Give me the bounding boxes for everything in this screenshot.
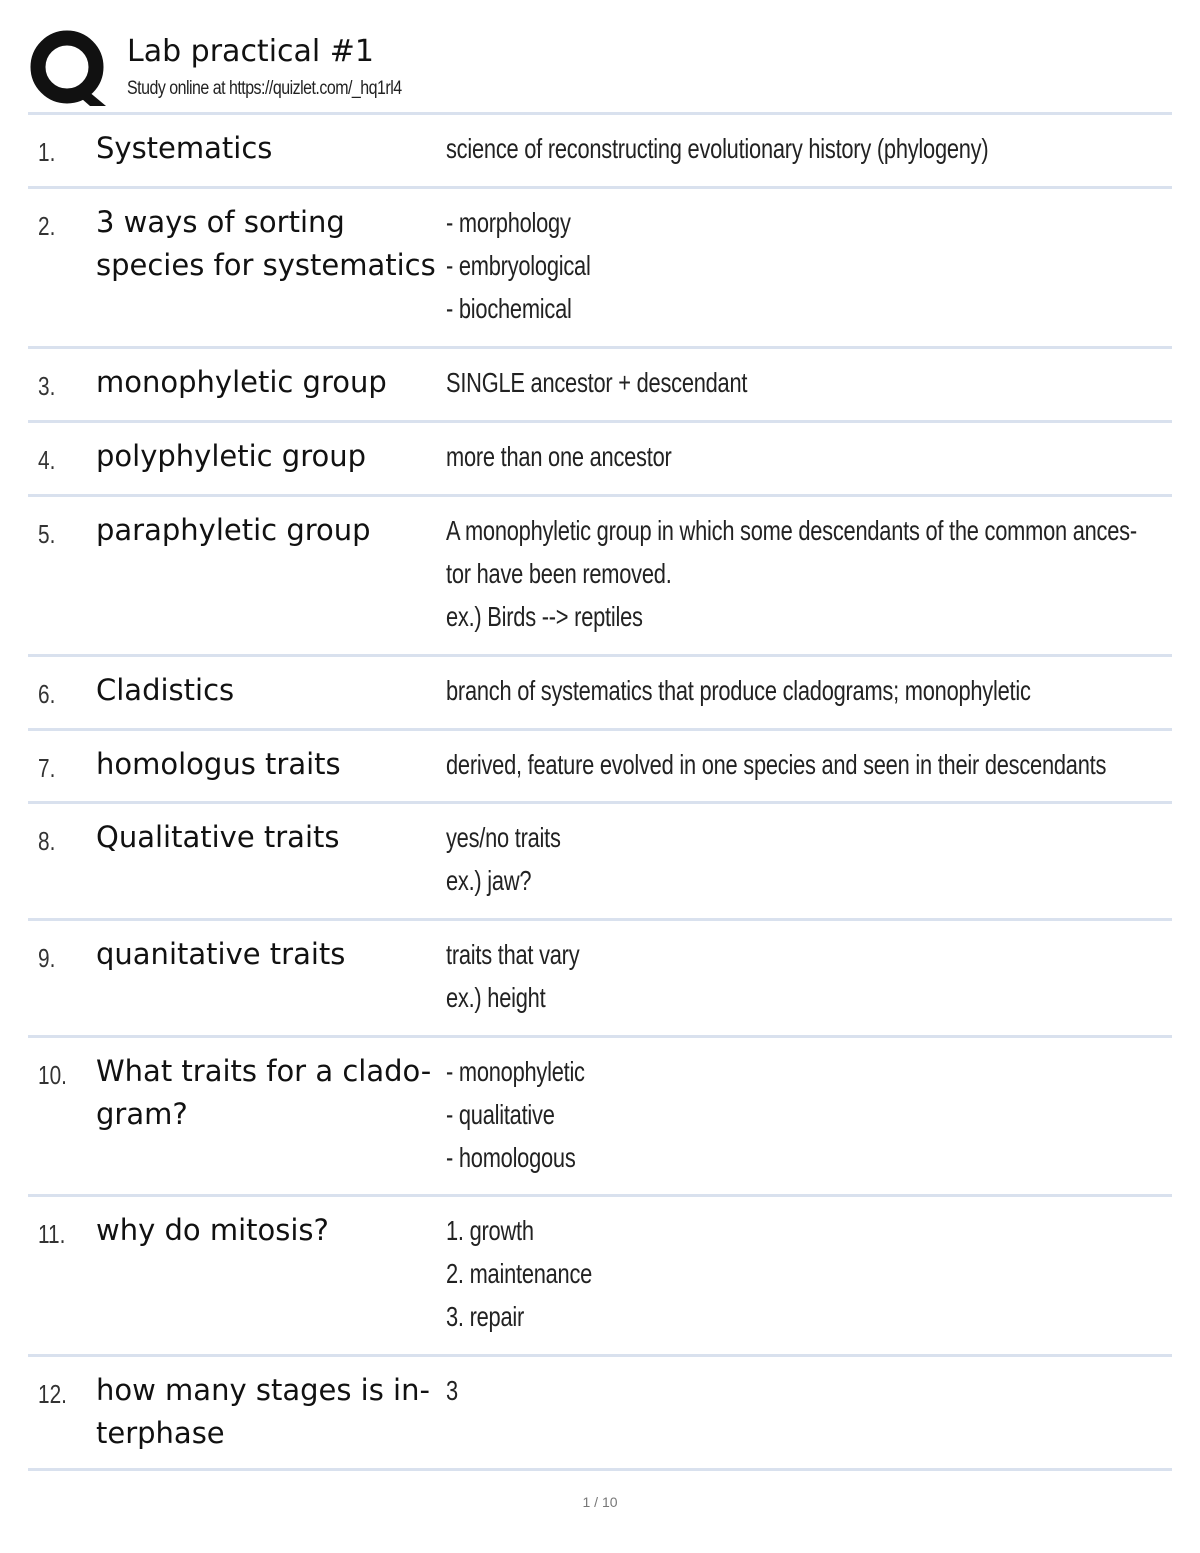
- definition-line: science of reconstructing evolutionary history (phylogeny): [446, 133, 989, 164]
- page-subtitle: Study online at https://quizlet.com/_hq1rl4: [127, 78, 402, 99]
- definition-line: ex.) Birds --> reptiles: [446, 601, 643, 632]
- term-text: What traits for a clado- gram?: [96, 1054, 432, 1131]
- definition-line: 3: [446, 1375, 458, 1406]
- definition-line: - homologous: [446, 1142, 576, 1173]
- term-text: Cladistics: [96, 673, 235, 707]
- definition-text: [446, 201, 1166, 330]
- page-header: [28, 28, 1172, 112]
- definition-text: [446, 509, 1166, 638]
- definition-text: [446, 361, 1166, 404]
- table-row: [28, 494, 1172, 654]
- definition-line: 1. growth: [446, 1215, 534, 1246]
- definition-line: branch of systematics that produce cladograms; monophyletic: [446, 675, 1031, 706]
- definition-line: 3. repair: [446, 1301, 525, 1332]
- row-number: 2.: [38, 211, 56, 241]
- row-number: 8.: [38, 826, 56, 856]
- definition-text: [446, 127, 1166, 170]
- definition-line: tor have been removed.: [446, 558, 672, 589]
- page-indicator: 1 / 10: [582, 1494, 618, 1510]
- definition-line: - embryological: [446, 250, 591, 281]
- definition-line: - qualitative: [446, 1099, 555, 1130]
- definition-line: SINGLE ancestor + descendant: [446, 367, 748, 398]
- definition-line: - monophyletic: [446, 1056, 585, 1087]
- term-text: 3 ways of sorting species for systematics: [96, 205, 436, 282]
- definition-line: ex.) height: [446, 982, 546, 1013]
- definition-text: [446, 1209, 1166, 1338]
- flashcard-table: [28, 112, 1172, 1471]
- definition-text: [446, 1050, 1166, 1179]
- definition-text: [446, 669, 1166, 712]
- definition-text: [446, 1369, 1166, 1412]
- quizlet-q-logo-icon: [30, 30, 106, 106]
- definition-line: - morphology: [446, 207, 571, 238]
- term-text: Qualitative traits: [96, 820, 340, 854]
- page-title: Lab practical #1: [127, 34, 375, 69]
- table-row: [28, 112, 1172, 186]
- definition-line: traits that vary: [446, 939, 580, 970]
- table-row: [28, 1194, 1172, 1354]
- table-row: [28, 801, 1172, 918]
- term-text: how many stages is in- terphase: [96, 1373, 430, 1450]
- table-row: [28, 420, 1172, 494]
- row-number: 6.: [38, 679, 56, 709]
- term-text: quanitative traits: [96, 937, 346, 971]
- table-row: [28, 654, 1172, 728]
- row-number: 3.: [38, 371, 56, 401]
- term-text: Systematics: [96, 131, 273, 165]
- row-number: 12.: [38, 1379, 67, 1409]
- definition-line: A monophyletic group in which some descendants of the common ances-: [446, 515, 1137, 546]
- table-row: [28, 918, 1172, 1035]
- term-text: polyphyletic group: [96, 439, 367, 473]
- definition-line: 2. maintenance: [446, 1258, 593, 1289]
- definition-text: [446, 933, 1166, 1019]
- row-number: 11.: [38, 1219, 66, 1249]
- term-text: monophyletic group: [96, 365, 387, 399]
- table-row: [28, 346, 1172, 420]
- table-row: [28, 728, 1172, 801]
- definition-text: [446, 816, 1166, 902]
- table-row: [28, 1035, 1172, 1194]
- definition-text: [446, 435, 1166, 478]
- row-number: 4.: [38, 445, 56, 475]
- definition-line: derived, feature evolved in one species and seen in their descendants: [446, 749, 1107, 780]
- definition-line: ex.) jaw?: [446, 865, 532, 896]
- row-number: 5.: [38, 519, 56, 549]
- definition-line: yes/no traits: [446, 822, 561, 853]
- row-number: 10.: [38, 1060, 67, 1090]
- row-number: 7.: [38, 753, 56, 783]
- table-row: [28, 186, 1172, 346]
- row-number: 1.: [38, 137, 56, 167]
- row-number: 9.: [38, 943, 56, 973]
- definition-line: more than one ancestor: [446, 441, 672, 472]
- term-text: why do mitosis?: [96, 1213, 329, 1247]
- definition-line: - biochemical: [446, 293, 572, 324]
- table-row: [28, 1354, 1172, 1471]
- definition-text: [446, 743, 1166, 786]
- term-text: homologus traits: [96, 747, 341, 781]
- term-text: paraphyletic group: [96, 513, 371, 547]
